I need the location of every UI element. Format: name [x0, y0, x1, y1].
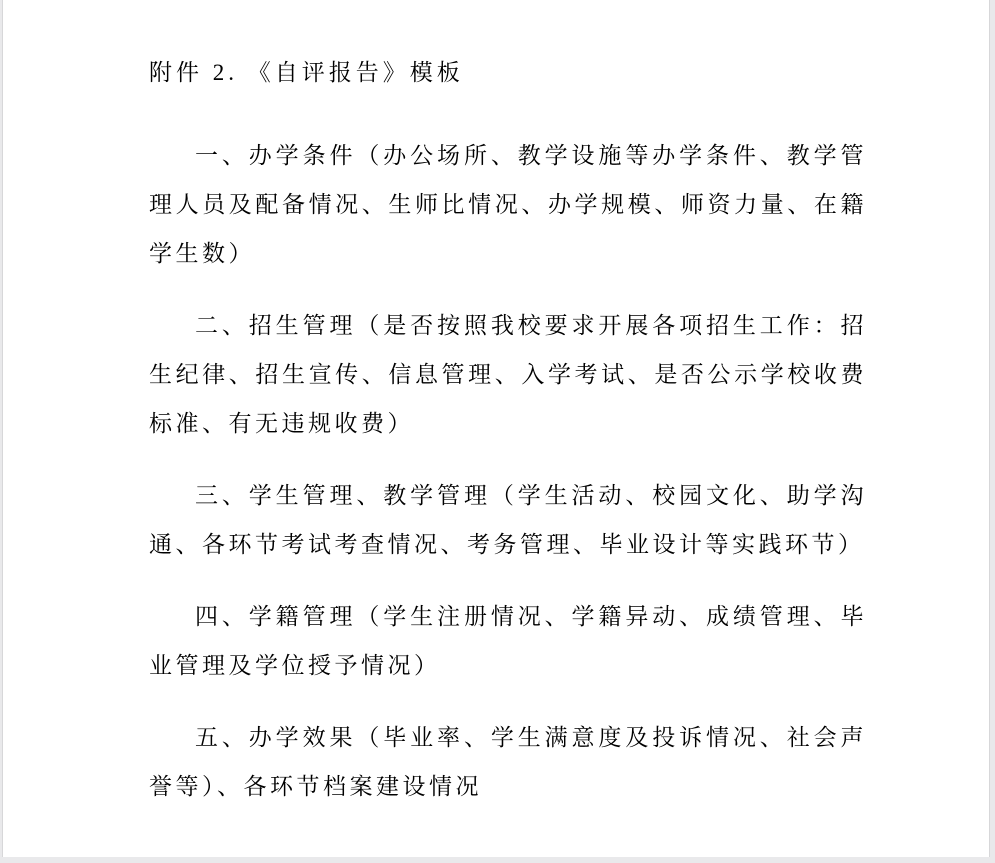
paragraph-5-banxue-xiaoguo: 五、办学效果（毕业率、学生满意度及投诉情况、社会声誉等）、各环节档案建设情况 — [149, 725, 867, 799]
paragraph-2-zhaosheng-guanli: 二、招生管理（是否按照我校要求开展各项招生工作：招生纪律、招生宣传、信息管理、入学考试、是否公示学校收费标准、有无违规收费） — [149, 313, 867, 436]
document-content — [3, 0, 989, 811]
paragraph-1-banxue-tiaojian: 一、办学条件（办公场所、教学设施等办学条件、教学管理人员及配备情况、生师比情况、办学规模、师资力量、在籍学生数） — [149, 143, 867, 266]
paragraph-3-xuesheng-jiaoxue-guanli: 三、学生管理、教学管理（学生活动、校园文化、助学沟通、各环节考试考查情况、考务管理、毕业设计等实践环节） — [149, 483, 867, 557]
document-page — [2, 0, 990, 857]
paragraph-4-xueji-guanli: 四、学籍管理（学生注册情况、学籍异动、成绩管理、毕业管理及学位授予情况） — [149, 604, 867, 678]
document-title: 附件 2. 《自评报告》模板 — [149, 60, 464, 85]
